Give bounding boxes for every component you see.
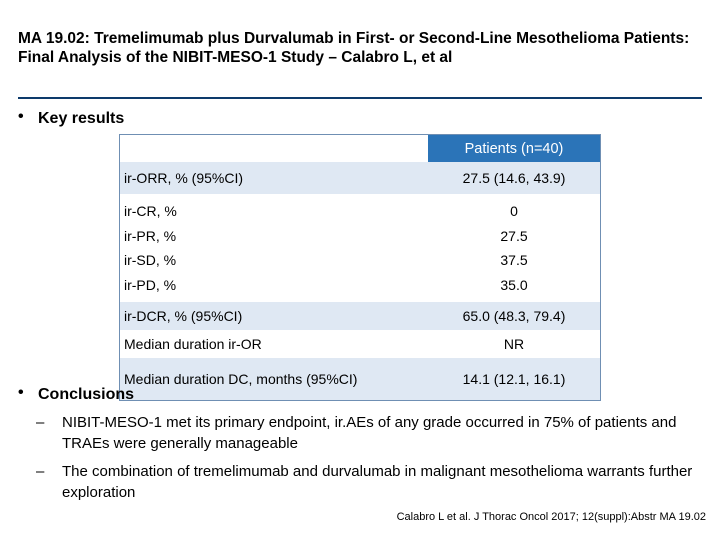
slide-title: MA 19.02: Tremelimumab plus Durvalumab in First- or Second-Line Mesothelioma Patients: Final Analysis of the NIBIT-MESO-1 Study – Calabro L, et al xyxy=(18,30,690,66)
row-label: ir-PR, % xyxy=(124,227,177,244)
table-row xyxy=(120,330,601,358)
table-row xyxy=(120,302,601,330)
conclusions-heading: Conclusions xyxy=(38,386,135,403)
title-divider xyxy=(18,97,702,99)
row-value: 27.5 xyxy=(500,227,528,244)
row-label: ir-CR, % xyxy=(124,203,177,219)
row-label: ir-DCR, % (95%CI) xyxy=(124,308,243,324)
bullet-dot-icon: • xyxy=(18,384,24,401)
results-table xyxy=(119,134,601,401)
row-label: Median duration ir-OR xyxy=(124,336,262,352)
header-empty-cell xyxy=(120,135,429,163)
row-label: Median duration DC, months (95%CI) xyxy=(124,370,358,387)
row-value: 27.5 (14.6, 43.9) xyxy=(462,170,566,186)
row-label: ir-SD, % xyxy=(124,252,177,268)
key-results-heading: Key results xyxy=(38,110,125,127)
row-value: 37.5 xyxy=(500,252,528,268)
row-label: ir-PD, % xyxy=(124,276,177,293)
table-row xyxy=(120,162,601,194)
conclusion-text: NIBIT-MESO-1 met its primary endpoint, ir.AEs of any grade occurred in 75% of patients and TRAEs were generally manageable xyxy=(62,414,677,452)
row-value: 0 xyxy=(510,203,518,219)
row-label: ir-ORR, % (95%CI) xyxy=(124,170,244,186)
table-header-patients: Patients (n=40) xyxy=(428,135,601,163)
table-header-row xyxy=(120,135,601,163)
bullet-dot-icon: • xyxy=(18,108,24,125)
row-value: 35.0 xyxy=(500,276,528,293)
row-value: 65.0 (48.3, 79.4) xyxy=(462,308,566,324)
table-row xyxy=(120,358,601,400)
conclusion-text: The combination of tremelimumab and durvalumab in malignant mesothelioma warrants further exploration xyxy=(62,463,693,501)
dash-bullet-icon: – xyxy=(36,414,45,431)
dash-bullet-icon: – xyxy=(36,463,45,480)
row-value: NR xyxy=(503,336,525,352)
table-row xyxy=(120,194,601,302)
row-value: 14.1 (12.1, 16.1) xyxy=(462,370,566,387)
citation: Calabro L et al. J Thorac Oncol 2017; 12(suppl):Abstr MA 19.02 xyxy=(396,511,706,523)
